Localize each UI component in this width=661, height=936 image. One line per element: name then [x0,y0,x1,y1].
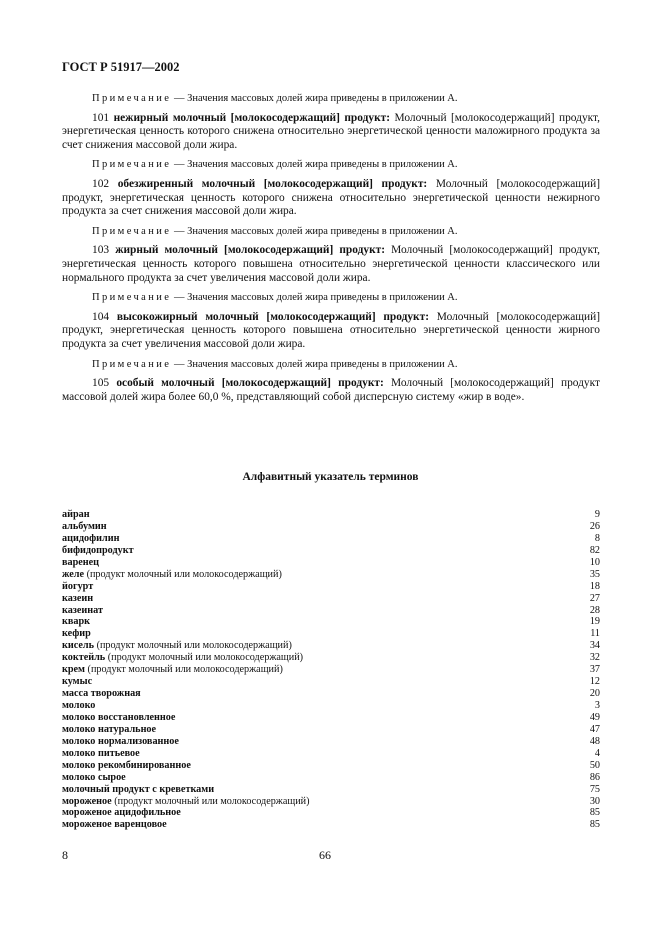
index-entry-text [62,688,141,700]
index-entry-text [62,569,282,581]
index-page: 85 [589,807,600,819]
term-105 [62,377,600,404]
index-entry [62,557,600,569]
index-entry [62,521,600,533]
note-text: — Значения массовых долей жира приведены в приложении А. [173,159,458,171]
index-entry-text [62,593,93,605]
index-term: варенец [62,556,100,568]
index-entry [62,533,600,545]
index-page: 75 [589,783,600,795]
index-page: 35 [589,568,600,580]
index-entry [62,784,600,796]
index-qualifier: (продукт молочный или молокосодержащий) [114,795,310,807]
index-entry-text [62,533,119,545]
term-name: нежирный молочный [молокосодержащий] продукт: [113,111,391,124]
index-entry [62,605,600,617]
index-term: мороженое ацидофильное [62,807,181,819]
term-name: жирный молочный [молокосодержащий] продукт: [115,244,386,257]
index-entry [62,640,600,652]
index-entry-text [62,652,303,664]
index-page: 28 [589,604,600,616]
index-entry [62,712,600,724]
index-page: 34 [589,640,600,652]
index-page: 12 [589,676,600,688]
term-name: обезжиренный молочный [молокосодержащий] продукт: [117,177,428,190]
index-page: 4 [594,747,600,759]
index-page: 20 [589,688,600,700]
index-term: молочный продукт с креветками [62,783,215,795]
index-entry-text [62,616,90,628]
index-entry [62,581,600,593]
index-term: мороженое варенцовое [62,819,167,831]
index-entry-text [62,748,140,760]
terms-section [62,92,600,410]
index-entry-text [62,724,156,736]
index-entry-text [62,712,175,724]
term-number: 105 [92,377,110,390]
index-term: казеин [62,592,94,604]
index-term: казеинат [62,604,103,616]
index-entry-text [62,784,214,796]
index-term: кумыс [62,676,93,688]
index-term: коктейль [62,652,106,664]
term-number: 102 [92,177,110,190]
index-term: альбумин [62,520,107,532]
index-page: 8 [594,532,600,544]
index-page: 50 [589,759,600,771]
footer-left-number: 8 [62,848,68,862]
index-page: 32 [589,652,600,664]
index-entry [62,748,600,760]
index-page: 86 [589,771,600,783]
note-label: Примечание [92,159,172,171]
index-entry-text [62,628,91,640]
index-title: Алфавитный указатель терминов [242,471,419,483]
index-entry [62,796,600,808]
note-label: Примечание [92,225,172,237]
index-term: молоко восстановленное [62,711,176,723]
index-entry-text [62,509,90,521]
term-definition: Молочный [молокосодержащий] продукт, энергетическая ценность которого повышена относительно энергетической ценности жирного продукта за счет увеличения массовой доли жира. [62,310,601,350]
note-label: Примечание [92,93,172,104]
index-term: молоко [62,700,96,711]
note-label: Примечание [92,358,172,370]
index-qualifier: (продукт молочный или молокосодержащий) [87,664,283,676]
term-definition: Молочный [молокосодержащий] продукт, энергетическая ценность которого снижена относительно энергетической ценности маложирного продукта за счет снижения массовой доли жира. [62,111,600,151]
index-entry-text [62,736,179,748]
note [62,358,600,372]
index-page: 30 [589,795,600,807]
note [62,291,600,305]
index-entry [62,509,600,521]
index-term: молоко нормализованное [62,735,179,747]
index-entry-text [62,796,310,808]
index-entry [62,819,600,831]
term-number: 101 [92,111,110,124]
index-term: ацидофилин [62,532,120,544]
index-page: 48 [589,735,600,747]
index-term: кварк [62,616,91,628]
index-page: 82 [589,544,600,556]
term-definition: Молочный [молокосодержащий] продукт, энергетическая ценность которого снижена относительно энергетической ценности нежирного продукта за счет снижения массовой доли жира. [62,177,600,218]
index-term: молоко питьевое [62,747,140,759]
index-entry [62,676,600,688]
page-number: 66 [319,848,331,862]
index-entry-text [62,664,283,676]
index-page: 26 [589,520,600,532]
index-entry-text [62,581,93,593]
term-104 [62,311,600,352]
index-term: бифидопродукт [62,544,134,556]
index-term: масса творожная [62,688,141,700]
index-entry-text [62,760,191,772]
index-entry-text [62,545,134,557]
term-number: 104 [92,310,110,323]
index-entry [62,628,600,640]
term-101 [62,112,600,153]
index-term: молоко рекомбинированное [62,759,191,771]
index-entry-text [62,807,181,819]
index-entry-text [62,700,95,712]
index-entry-text [62,605,103,617]
index-entry-text [62,676,92,688]
note-text: — Значения массовых долей жира приведены в приложении А. [173,358,458,370]
index-page: 27 [589,592,600,604]
index-term: кефир [62,628,91,640]
term-103 [62,244,600,285]
term-definition: Молочный [молокосодержащий] продукт массовой долей жира более 60,0 %, представляющий собой дисперсную систему «жир в воде». [62,377,600,403]
index-qualifier: (продукт молочный или молокосодержащий) [86,568,282,580]
index-page: 18 [589,580,600,592]
index-entry [62,545,600,557]
term-name: особый молочный [молокосодержащий] продукт: [116,377,384,390]
index-term: молоко сырое [62,771,126,783]
index-entry [62,688,600,700]
index-term: кисель [62,640,95,652]
index-entry [62,807,600,819]
index-term: йогурт [62,580,94,592]
index-entry [62,593,600,605]
term-name: высокожирный молочный [молокосодержащий] продукт: [116,310,430,323]
index-page: 11 [590,628,600,640]
index-entry-text [62,819,167,831]
index-entry-text [62,521,107,533]
index-entry-text [62,640,292,652]
term-definition: Молочный [молокосодержащий] продукт, энергетическая ценность которого повышена относительно энергетической ценности классического или нормального продукта за счет увеличения массовой доли жира. [62,244,600,284]
document-header: ГОСТ Р 51917—2002 [62,60,180,74]
index-entry [62,616,600,628]
index-entry [62,664,600,676]
index-page: 37 [589,664,600,676]
index-page: 47 [589,723,600,735]
note-text: — Значения массовых долей жира приведены в приложении А. [173,93,458,104]
term-index [62,509,600,831]
index-page: 10 [589,556,600,568]
index-term: крем [62,664,85,676]
index-entry-text [62,772,126,784]
index-qualifier: (продукт молочный или молокосодержащий) [107,652,304,664]
index-entry-text [62,557,99,569]
index-entry [62,652,600,664]
index-entry [62,760,600,772]
note [62,158,600,172]
index-page: 3 [594,700,600,711]
note [62,92,600,106]
index-entry [62,736,600,748]
index-page: 49 [589,711,600,723]
index-qualifier: (продукт молочный или молокосодержащий) [96,640,292,652]
index-entry [62,700,600,712]
note-text: — Значения массовых долей жира приведены в приложении А. [173,292,458,304]
index-term: желе [62,568,85,580]
index-entry [62,569,600,581]
note-text: — Значения массовых долей жира приведены в приложении А. [173,225,458,237]
index-term: молоко натуральное [62,723,157,735]
term-number: 103 [92,244,110,257]
index-page: 9 [594,509,600,520]
term-102 [62,178,600,219]
index-page: 85 [589,819,600,831]
index-term: мороженое [62,795,112,807]
index-entry [62,772,600,784]
note-label: Примечание [92,292,172,304]
note [62,225,600,239]
index-entry [62,724,600,736]
index-term: айран [62,509,90,520]
index-page: 19 [589,616,600,628]
